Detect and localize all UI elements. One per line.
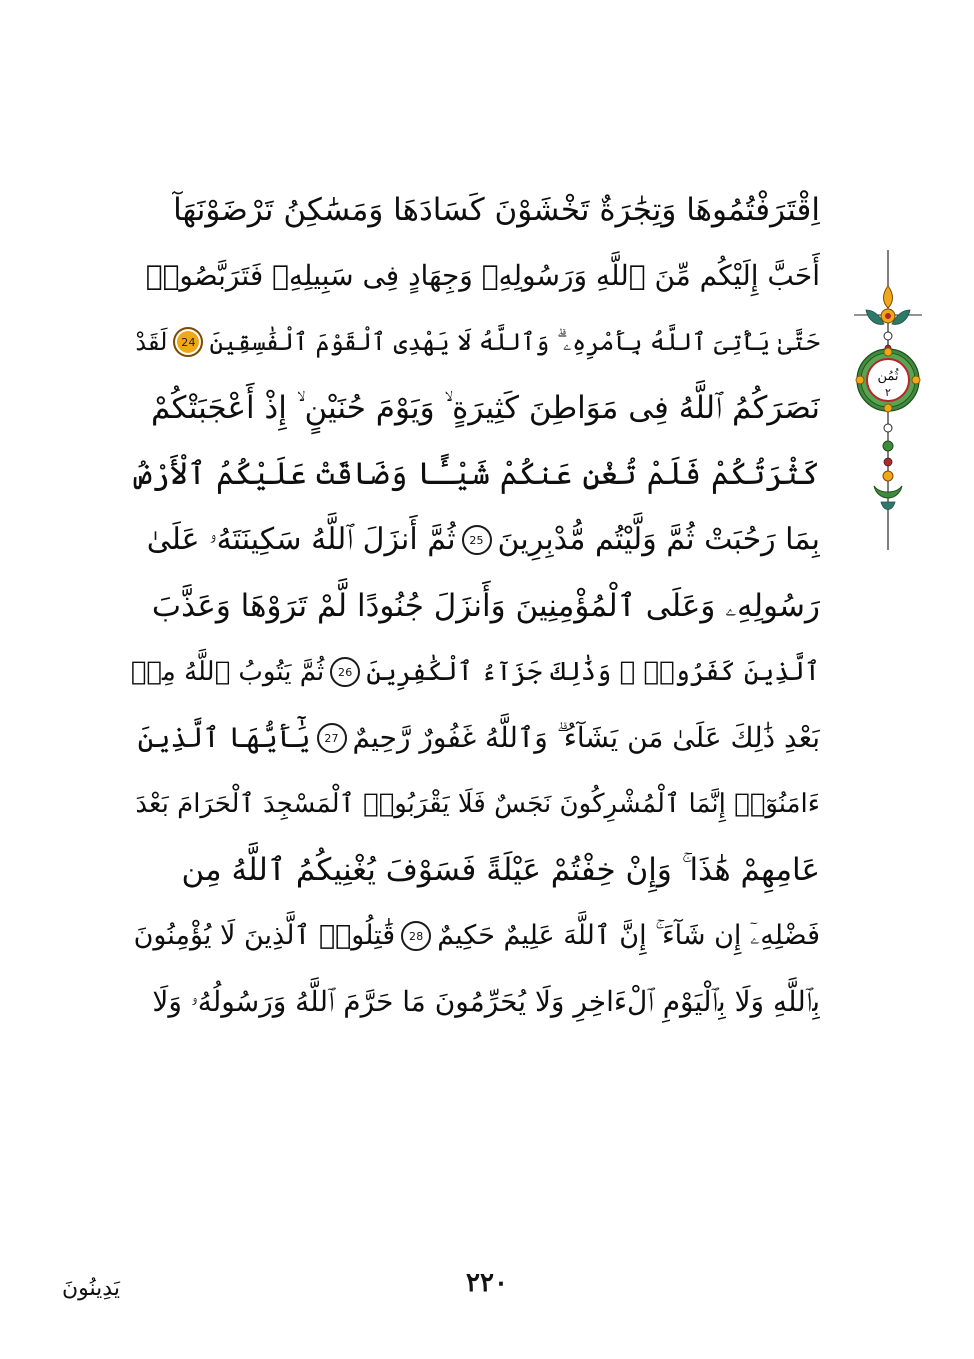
ayah-number-marker: 26 <box>330 657 360 687</box>
ayah-number-marker: 25 <box>462 525 492 555</box>
verse-text: فَضْلِهِۦٓ إِن شَآءَ ۚ إِنَّ ٱللَّهَ عَلِيمٌ حَكِيمٌ <box>437 920 820 951</box>
verse-text: اِقْتَرَفْتُمُوهَا وَتِجَٰرَةٌ تَخْشَوْنَ كَسَادَهَا وَمَسَٰكِنُ تَرْضَوْنَهَآ <box>173 192 820 228</box>
text-line <box>130 906 820 966</box>
quran-text-block <box>130 180 820 1180</box>
ayah-number-marker: 24 <box>173 327 203 357</box>
verse-text: أَحَبَّ إِلَيْكُم مِّنَ ٱللَّهِ وَرَسُولِهِۦ وَجِهَادٍ فِى سَبِيلِهِۦ فَتَرَبَّصُوا۟ <box>145 259 820 292</box>
text-line <box>130 972 820 1032</box>
text-line <box>130 246 820 306</box>
text-line <box>130 378 820 438</box>
text-line <box>130 576 820 636</box>
verse-text: ثُمَّ يَتُوبُ ٱللَّهُ مِنۢ <box>130 657 325 687</box>
text-line <box>130 840 820 900</box>
hizb-quarter-ornament-icon <box>848 250 928 550</box>
verse-text: ثُمَّ أَنزَلَ ٱللَّهُ سَكِينَتَهُۥ عَلَىٰ <box>146 522 456 557</box>
verse-text: ٱلَّذِينَ كَفَرُوا۟ ۚ وَذَٰلِكَ جَزَآءُ ٱلْكَٰفِرِينَ <box>366 657 820 687</box>
ayah-number-marker: 27 <box>317 723 347 753</box>
verse-text: رَسُولِهِۦ وَعَلَى ٱلْمُؤْمِنِينَ وَأَنزَلَ جُنُودًا لَّمْ تَرَوْهَا وَعَذَّبَ <box>151 588 820 624</box>
verse-text: بَعْدِ ذَٰلِكَ عَلَىٰ مَن يَشَآءُ ۗ وَٱللَّهُ غَفُورٌ رَّحِيمٌ <box>352 721 820 754</box>
verse-text: كَثْرَتُكُمْ فَلَمْ تُغْنِ عَنكُمْ شَيْـًٔا وَضَاقَتْ عَلَيْكُمُ ٱلْأَرْضُ <box>133 456 820 492</box>
verse-text: لَقَدْ <box>135 328 168 356</box>
verse-text: يَٰٓأَيُّهَا ٱلَّذِينَ <box>137 721 311 754</box>
text-line <box>130 444 820 504</box>
ayah-number-marker: 28 <box>401 921 431 951</box>
verse-text: حَتَّىٰ يَأْتِىَ ٱللَّهُ بِأَمْرِهِۦ ۗ وَٱللَّهُ لَا يَهْدِى ٱلْقَوْمَ ٱلْفَٰسِقِينَ <box>209 328 820 356</box>
catchword: يَدِينُونَ <box>62 1276 120 1301</box>
page-number: ٢٢٠ <box>466 1268 508 1298</box>
verse-text: عَامِهِمْ هَٰذَا ۚ وَإِنْ خِفْتُمْ عَيْلَةً فَسَوْفَ يُغْنِيكُمُ ٱللَّهُ مِن <box>181 852 820 888</box>
text-line <box>130 312 820 372</box>
text-line <box>130 642 820 702</box>
verse-text: بِمَا رَحُبَتْ ثُمَّ وَلَّيْتُم مُّدْبِرِينَ <box>497 522 820 557</box>
verse-text: ءَامَنُوٓا۟ إِنَّمَا ٱلْمُشْرِكُونَ نَجَسٌ فَلَا يَقْرَبُوا۟ ٱلْمَسْجِدَ ٱلْحَرَامَ بَعْدَ <box>135 789 820 819</box>
text-line <box>130 180 820 240</box>
ornament-label: ثُمُن <box>877 369 899 384</box>
ornament-number: ٢ <box>885 386 891 399</box>
verse-text: بِٱللَّهِ وَلَا بِٱلْيَوْمِ ٱلْءَاخِرِ وَلَا يُحَرِّمُونَ مَا حَرَّمَ ٱللَّهُ وَرَسُولُهُۥ وَلَا <box>152 985 820 1018</box>
text-line <box>130 774 820 834</box>
verse-text: قَٰتِلُوا۟ ٱلَّذِينَ لَا يُؤْمِنُونَ <box>133 920 396 951</box>
text-line <box>130 708 820 768</box>
text-line <box>130 510 820 570</box>
verse-text: نَصَرَكُمُ ٱللَّهُ فِى مَوَاطِنَ كَثِيرَةٍ ۙ وَيَوْمَ حُنَيْنٍ ۙ إِذْ أَعْجَبَتْكُمْ <box>150 390 820 426</box>
